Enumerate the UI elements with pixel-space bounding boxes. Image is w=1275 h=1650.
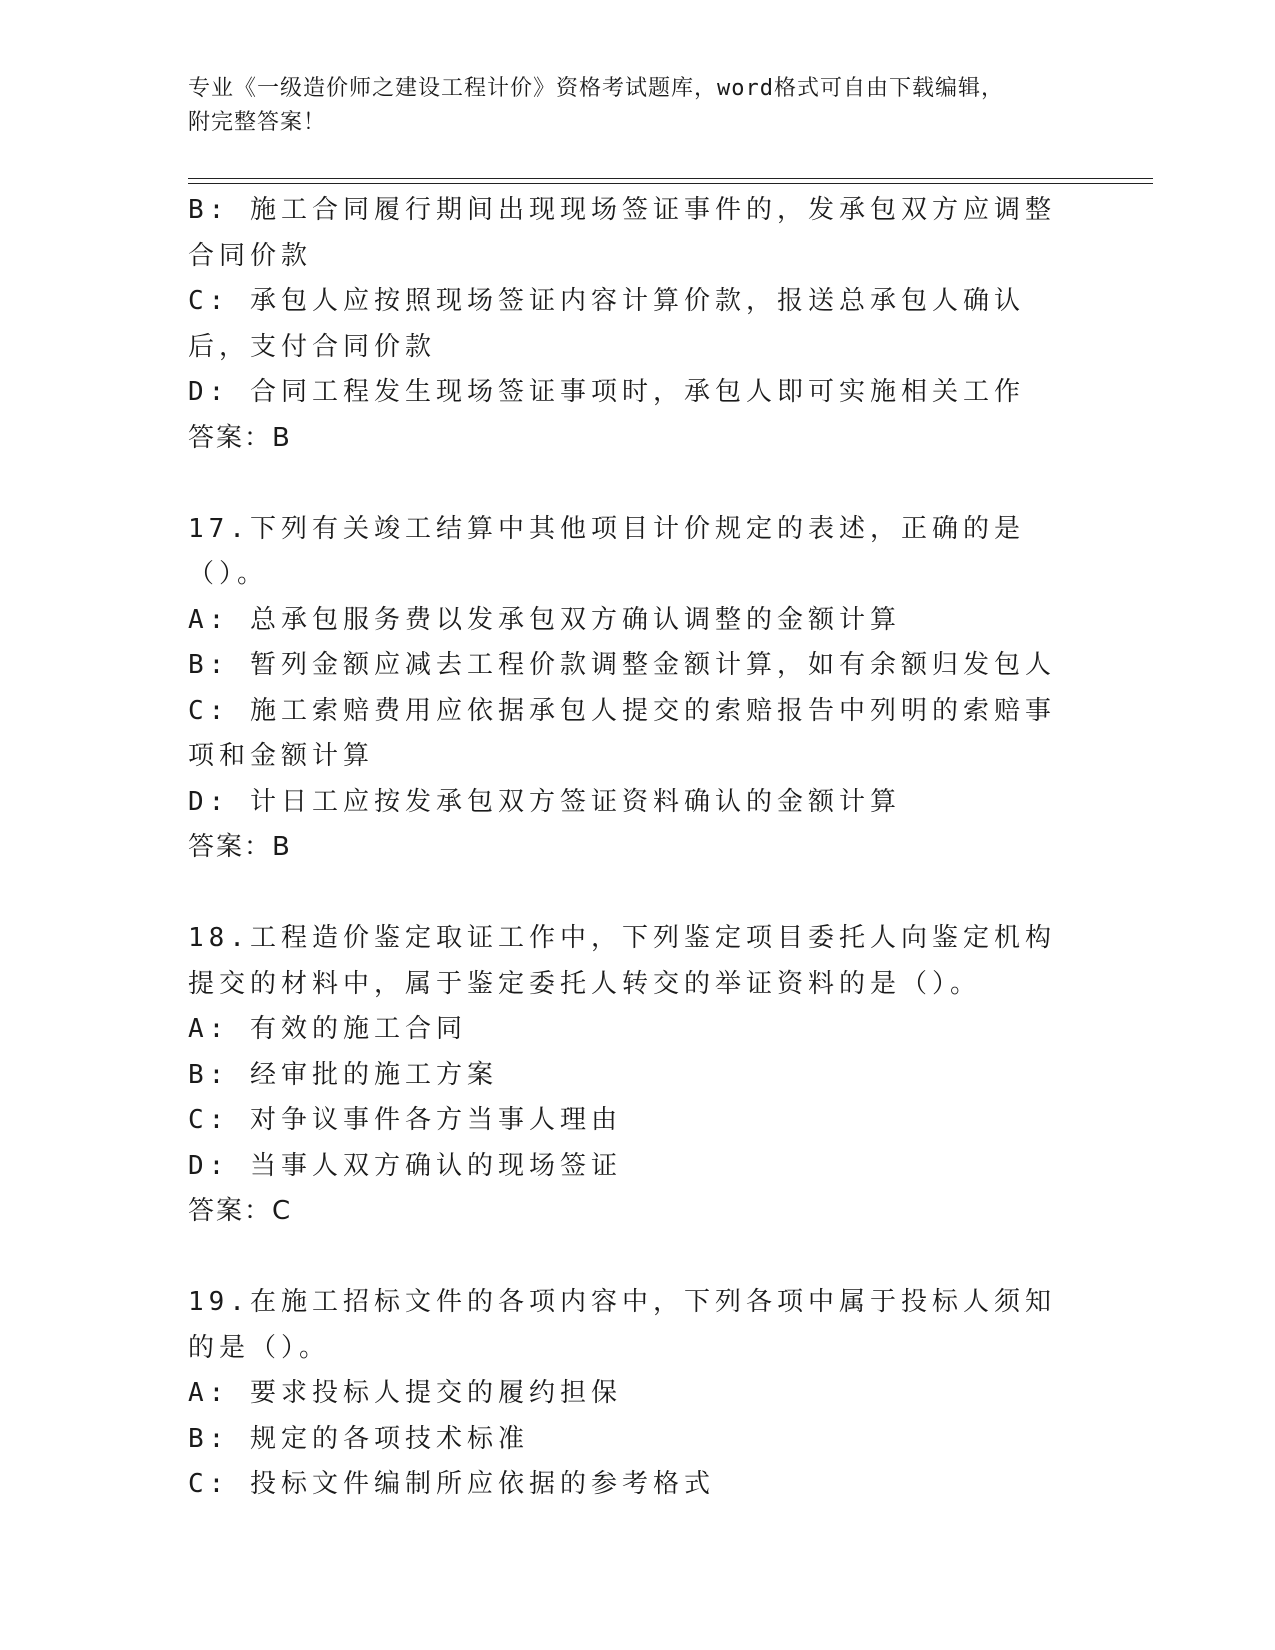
option-b: B: 暂列金额应减去工程价款调整金额计算，如有余额归发包人 [188, 650, 1056, 680]
option-c: C: 对争议事件各方当事人理由 [188, 1105, 622, 1135]
answer-label: 答案：B [188, 832, 292, 862]
header-divider-top [188, 178, 1153, 179]
option-c: C: 施工索赔费用应依据承包人提交的索赔报告中列明的索赔事项和金额计算 [188, 695, 1056, 771]
header-line-2: 附完整答案！ [188, 110, 327, 135]
option-d: D: 合同工程发生现场签证事项时，承包人即可实施相关工作 [188, 377, 1025, 407]
option-a: A: 有效的施工合同 [188, 1014, 467, 1044]
option-d: D: 当事人双方确认的现场签证 [188, 1150, 622, 1181]
question-17 [188, 507, 1068, 871]
question-19 [188, 1280, 1068, 1508]
option-a: A: 要求投标人提交的履约担保 [188, 1378, 622, 1408]
option-c: C: 承包人应按照现场签证内容计算价款，报送总承包人确认后，支付合同价款 [188, 286, 1025, 362]
answer-label: 答案：C [188, 1196, 293, 1226]
spacer [188, 461, 1068, 507]
question-list [188, 188, 1068, 1508]
question-stem: 17.下列有关竣工结算中其他项目计价规定的表述，正确的是（）。 [188, 513, 1025, 589]
answer-label: 答案：B [188, 422, 292, 453]
spacer [188, 1235, 1068, 1281]
page-header [188, 72, 1088, 140]
question-stem: 19.在施工招标文件的各项内容中，下列各项中属于投标人须知的是（）。 [188, 1287, 1056, 1363]
question-stem: 18.工程造价鉴定取证工作中，下列鉴定项目委托人向鉴定机构提交的材料中，属于鉴定委托人转交的举证资料的是（）。 [188, 923, 1056, 999]
spacer [188, 871, 1068, 917]
question-16-continued [188, 188, 1068, 461]
option-b: B: 规定的各项技术标准 [188, 1423, 529, 1454]
option-b: B: 施工合同履行期间出现现场签证事件的，发承包双方应调整合同价款 [188, 195, 1056, 271]
option-d: D: 计日工应按发承包双方签证资料确认的金额计算 [188, 786, 901, 817]
header-divider-bottom [188, 183, 1153, 184]
header-line-1: 专业《一级造价师之建设工程计价》资格考试题库，word格式可自由下载编辑， [188, 76, 1004, 101]
question-18 [188, 916, 1068, 1235]
option-a: A: 总承包服务费以发承包双方确认调整的金额计算 [188, 604, 901, 635]
option-c: C: 投标文件编制所应依据的参考格式 [188, 1469, 715, 1499]
option-b: B: 经审批的施工方案 [188, 1059, 498, 1090]
